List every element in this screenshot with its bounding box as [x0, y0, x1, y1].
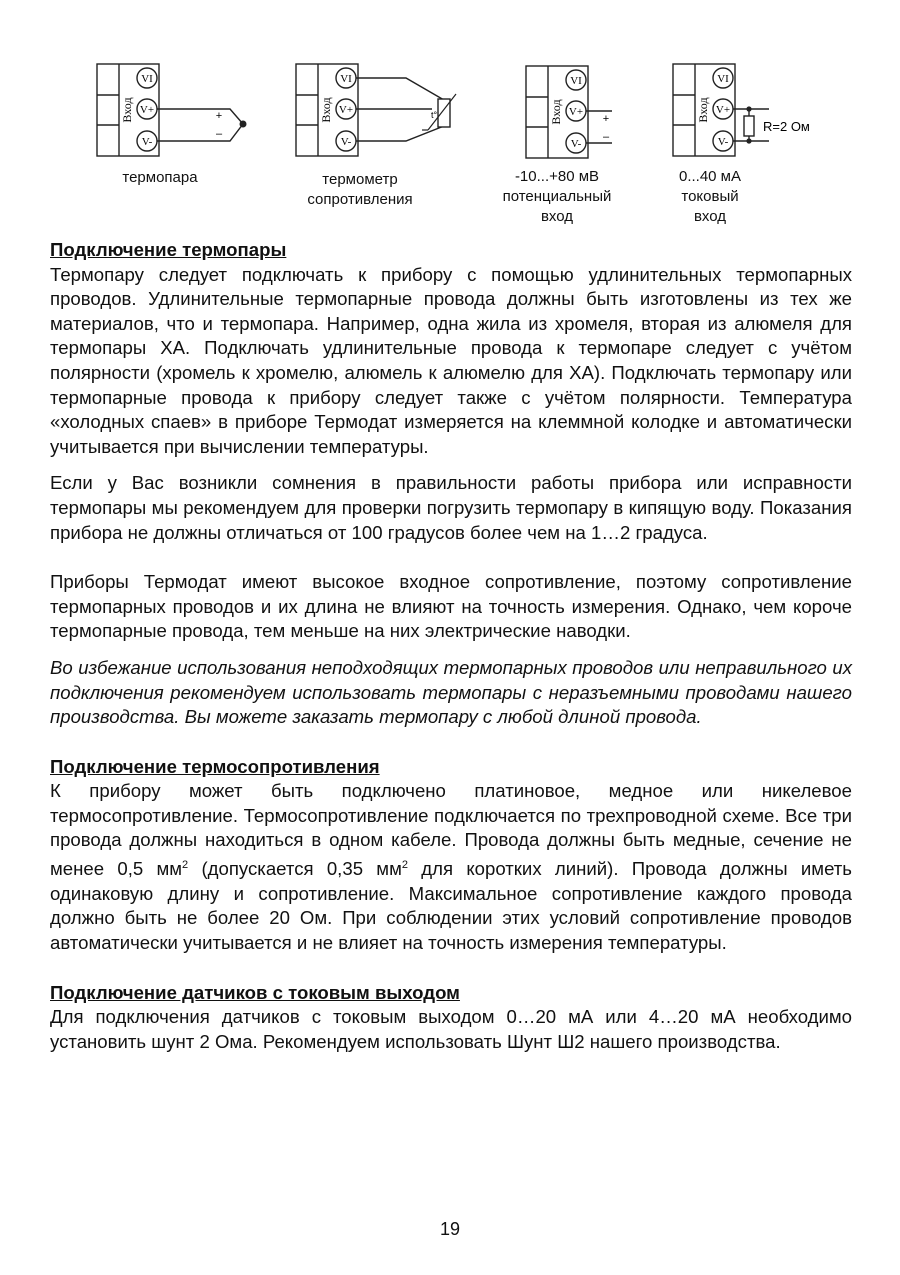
terminal-vplus-label: V+: [568, 106, 584, 118]
caption-line: потенциальный: [502, 188, 612, 205]
italic-note: Во избежание использования неподходящих термопарных проводов или неправильного их подключения рекомендуем использовать термопары с неразъемными проводами нашего производства. Вы можете заказать термопару с любой длиной провода.: [50, 656, 852, 728]
diagram-ma-input: [673, 64, 810, 156]
caption-line: термометр: [322, 171, 398, 188]
temperature-symbol: t°: [431, 110, 438, 120]
terminal-vi-label: VI: [717, 73, 729, 85]
plus-sign: +: [602, 113, 610, 125]
document-body: [50, 238, 852, 1054]
terminal-vi-label: VI: [141, 73, 153, 85]
section-title-rtd: Подключение термосопротивления: [50, 755, 380, 777]
block-label: Вход: [120, 97, 134, 123]
plus-sign: +: [215, 110, 223, 122]
caption-line: вход: [693, 208, 727, 225]
terminal-vi-label: VI: [340, 73, 352, 85]
terminal-vminus-label: V-: [570, 138, 582, 150]
superscript: 2: [401, 859, 408, 872]
diagram-mv-input: [526, 66, 612, 158]
resistor-label: R=2 Ом: [763, 119, 810, 134]
text-run: для коротких линий). Провода должны иметь одинаковую длину и сопротивление. Максимальное сопротивление каждого провода должно быть не более 20 Ом. При соблюдении этих условий сопротивление проводов автоматически учитывается и не влияет на точность измерения температуры.: [50, 858, 852, 954]
paragraph: Для подключения датчиков с токовым выходом 0…20 мА или 4…20 мА необходимо установить шунт 2 Ома. Рекомендуем использовать Шунт Ш2 нашего производства.: [50, 1006, 852, 1052]
caption-line: сопротивления: [307, 191, 413, 208]
paragraph: Если у Вас возникли сомнения в правильности работы прибора или исправности термопары мы рекомендуем для проверки погрузить термопару в кипящую воду. Показания прибора не должны отличаться от 100 градусов более чем на 1…2 градуса.: [50, 472, 852, 543]
paragraph: Термопару следует подключать к прибору с помощью удлинительных термопарных проводов. Удлинительные термопарные провода должны быть изготовлены из тех же материалов, что и термопара. Например, одна жила из хромеля, вторая из алюмеля для термопары ХА. Подключать удлинительные провода к термопаре следует с учётом полярности (хромель к хромелю, алюмель к алюмелю для ХА). Подключать термопару или термопарные провода к прибору следует также с учётом полярности. Температура «холодных спаев» в приборе Термодат измеряется на клеммной колодке и автоматически учитывается при вычислении температуры.: [50, 263, 852, 457]
block-label: Вход: [549, 99, 563, 125]
caption-line: 0...40 мА: [678, 168, 741, 185]
shunt-resistor: [744, 116, 754, 136]
caption-rtd: [285, 170, 435, 210]
block-label: Вход: [696, 97, 710, 123]
caption-line: вход: [540, 208, 574, 225]
text-run: (допускается 0,35 мм: [188, 858, 402, 880]
caption-ma-input: [650, 167, 770, 227]
caption-line: термопара: [122, 169, 198, 186]
terminal-vi-label: VI: [570, 75, 582, 87]
terminal-vminus-label: V-: [340, 136, 352, 148]
caption-line: -10...+80 мВ: [514, 168, 600, 185]
wiring-diagrams: [0, 0, 900, 235]
block-label: Вход: [319, 97, 333, 123]
paragraph-rtd: [50, 779, 852, 955]
superscript: 2: [182, 859, 189, 872]
section-title-current: Подключение датчиков с токовым выходом: [50, 981, 460, 1003]
terminal-vminus-label: V-: [717, 136, 729, 148]
text-run: К прибору может быть подключено платиновое, медное или никелевое термосопротивление. Термосопротивление подключается по трехпроводной схеме. Все три провода должны находиться в одном кабеле. Провода должны быть медные, сечение не менее 0,5 мм: [50, 780, 852, 880]
caption-mv-input: [487, 167, 627, 227]
section-title-thermocouple: Подключение термопары: [50, 239, 287, 260]
diagram-rtd: [296, 64, 456, 156]
diagram-thermocouple: [97, 64, 247, 156]
terminal-vplus-label: V+: [338, 104, 354, 116]
minus-sign: –: [215, 128, 223, 140]
minus-sign: –: [602, 131, 610, 143]
terminal-vplus-label: V+: [139, 104, 155, 116]
caption-thermocouple: [100, 168, 220, 188]
paragraph: Приборы Термодат имеют высокое входное сопротивление, поэтому сопротивление термопарных проводов и их длина не влияют на точность измерения. Однако, чем короче термопарные провода, тем меньше на них электрические наводки.: [50, 571, 852, 642]
page-number: 19: [439, 1219, 461, 1239]
terminal-vminus-label: V-: [141, 136, 153, 148]
caption-line: токовый: [681, 188, 739, 205]
terminal-vplus-label: V+: [715, 104, 731, 116]
